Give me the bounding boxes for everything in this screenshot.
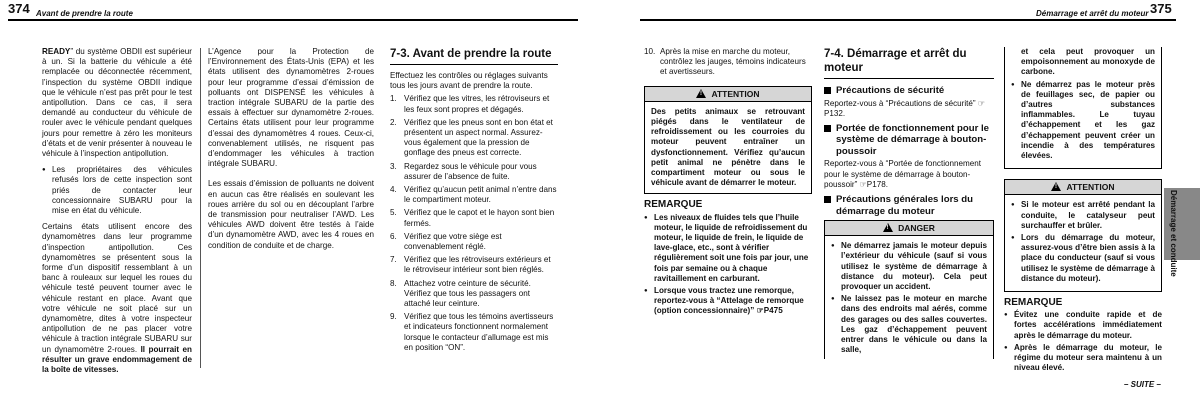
checklist-continued	[644, 47, 812, 78]
list-item	[390, 94, 558, 114]
subsection-push-button-range	[824, 123, 994, 158]
push-button-reference: Reportez-vous à “Portée de fonctionnement pour le système de démarrage à bouton-poussoir” ☞P178.	[824, 159, 982, 189]
list-item	[390, 312, 558, 353]
continued-marker: – SUITE –	[1124, 380, 1161, 389]
attention-header	[1005, 180, 1161, 195]
subsection-safety	[824, 85, 994, 97]
item-number: 6.	[390, 231, 397, 241]
dynamometer-text: Certains états utilisent encore des dynamomètres dans leur programme d’inspection antipollution. Ces dynamomètres se présentent sous la forme d’un dispositif ressemblant à un banc à rouleaux sur lequel les roues du véhicule testé peuvent tourner avec le véhicule restant en place. Avant que votre véhicule ne soit placé sur un dynamomètre, dites à votre inspecteur antipollution de ne pas placer votre véhicule à traction intégrale SUBARU sur un dynamomètre 2-roues.	[42, 222, 192, 354]
item-text: Vérifiez que tous les témoins avertisseurs et indicateurs fonctionnent normalement lorsque le contacteur d’allumage est mis en position “ON”.	[404, 312, 554, 352]
remarque-title: REMARQUE	[644, 199, 703, 211]
running-header-right: Démarrage et arrêt du moteur	[1036, 9, 1149, 18]
item-number: 2.	[390, 117, 397, 127]
item-text: Vérifiez que les vitres, les rétroviseurs et les feux sont propres et dégagés.	[404, 94, 550, 114]
item-number: 3.	[390, 161, 397, 171]
item-number: 5.	[390, 208, 397, 218]
right-column-1	[644, 47, 812, 319]
column-divider	[200, 48, 201, 368]
transmission-warning-text: Il pourrait en résulter un grave endommagement de la boîte de vitesses.	[42, 344, 192, 375]
list-item	[390, 162, 558, 182]
attention-list	[1011, 200, 1155, 284]
obd-paragraph	[42, 47, 192, 159]
remarque-list	[644, 213, 812, 317]
list-item	[390, 185, 558, 205]
list-item: ● Ne démarrez jamais le moteur depuis l’extérieur du véhicule (sauf si vous utilisez le système de démarrage à distance du moteur). Cela peut provoquer un accident.	[831, 241, 987, 292]
danger-list-continued	[1011, 80, 1155, 162]
item-text: Après la mise en marche du moteur, contrôlez les jauges, témoins indicateurs et avertisseurs.	[660, 47, 806, 77]
item-text: Attachez votre ceinture de sécurité. Vérifiez que tous les passagers ont attaché leur ceinture.	[404, 278, 531, 309]
list-item: ● Les propriétaires des véhicules refusés lors de cette inspection sont priés de contacter leur concessionnaire SUBARU pour la mise en état du véhicule.	[42, 165, 192, 216]
danger-label: DANGER	[898, 223, 935, 234]
subsection-title: Précautions générales lors du démarrage du moteur	[836, 194, 974, 217]
awd-test-paragraph: Les essais d’émission de polluants ne doivent en aucun cas être réalisés en soulevant les roues arrière du sol ou en découplant l’arbre de transmission pour neutraliser l’AWD. Les véhicules AWD doivent être testés à l’aide d’un dynamomètre AWD, avec les 4 roues en condition de conduite et de charge.	[208, 179, 374, 250]
list-item	[390, 118, 558, 159]
item-text: Regardez sous le véhicule pour vous assurer de l’absence de fuite.	[404, 161, 537, 181]
danger-continued-text: et cela peut provoquer un empoisonnement au monoxyde de carbone.	[1021, 47, 1155, 77]
attention-body	[1005, 195, 1161, 291]
attention-text: Des petits animaux se retrouvant piégés dans le ventilateur de refroidissement ou les courroies du moteur peuvent entraîner un dysfonctionnement. Vérifiez qu’aucun petit animal ne pénètre dans le compartiment moteur ou sous le véhicule avant de démarrer le moteur.	[651, 106, 805, 188]
safety-reference: Reportez-vous à “Précautions de sécurité” ☞P132.	[824, 98, 986, 118]
warning-triangle-icon	[696, 89, 706, 98]
danger-body	[825, 236, 993, 359]
obd-text: ” du système OBDII est supérieur à un. Si la batterie du véhicule a été remplacée ou déconnectée récemment, l’inspection du système OBDII indique que le véhicule n’est pas prêt pour le test antipollution. Dans ce cas, il sera demandé au conducteur du véhicule de rouler avec le véhicule pendant quelques jours pour remettre à zéro les moniteurs d’états et de venir présenter à nouveau le véhicule à l’inspection antipollution.	[42, 47, 192, 159]
item-text: Vérifiez que les pneus sont en bon état et présentent un aspect normal. Assurez-vous également que la pression de gonflage des pneus est correcte.	[404, 117, 553, 158]
left-column-2	[208, 47, 374, 257]
item-text: Vérifiez que les rétroviseurs extérieurs et le rétroviseur intérieur sont bien réglés.	[404, 255, 551, 275]
attention-header	[645, 87, 811, 102]
list-item: ● Après le démarrage du moteur, le régime du moteur sera maintenu à un niveau élevé.	[1004, 343, 1162, 374]
list-item: ● Si le moteur est arrêté pendant la conduite, le catalyseur peut surchauffer et brûler.	[1011, 200, 1155, 231]
list-item	[390, 208, 558, 228]
ready-term: READY	[42, 47, 71, 56]
checklist-intro: Effectuez les contrôles ou réglages suivants tous les jours avant de prendre la route.	[390, 71, 548, 91]
square-bullet-icon	[824, 196, 831, 203]
section-title-7-3: 7-3. Avant de prendre la route	[390, 47, 558, 65]
section-title-7-4: 7-4. Démarrage et arrêt du moteur	[824, 47, 994, 79]
header-rule-left	[8, 19, 578, 21]
list-item: ● Lors du démarrage du moteur, assurez-vous d’être bien assis à la place du conducteur (sauf si vous utilisez le système de démarrage à distance du moteur).	[1011, 233, 1155, 284]
item-text: Vérifiez que votre siège est convenablement réglé.	[404, 231, 502, 252]
item-number: 8.	[390, 278, 397, 288]
warning-triangle-icon	[883, 223, 893, 232]
item-number: 10.	[644, 47, 656, 56]
list-item: ● Lorsque vous tractez une remorque, reportez-vous à “Attelage de remorque (option concessionnaire)” ☞P475	[644, 286, 812, 317]
remarque-title: REMARQUE	[1004, 297, 1063, 309]
square-bullet-icon	[824, 125, 831, 132]
square-bullet-icon	[824, 87, 831, 94]
item-number: 4.	[390, 185, 397, 195]
header-rule-right	[640, 19, 1176, 21]
danger-list	[831, 241, 987, 355]
refusal-bullet-list	[42, 165, 192, 216]
right-column-2	[824, 47, 994, 359]
list-item	[644, 47, 812, 78]
left-column-3	[390, 47, 558, 356]
attention-label: ATTENTION	[1066, 182, 1115, 193]
list-item	[390, 255, 558, 275]
daily-checklist	[390, 94, 558, 353]
subsection-title: Portée de fonctionnement pour le système de démarrage à bouton-poussoir	[836, 122, 989, 157]
item-number: 9.	[390, 312, 397, 322]
danger-body-continued	[1005, 47, 1161, 168]
danger-header	[825, 221, 993, 236]
remarque-list	[1004, 310, 1162, 373]
subsection-title: Précautions de sécurité	[836, 85, 945, 96]
item-number: 7.	[390, 255, 397, 265]
chapter-side-label-text: Démarrage et conduite	[1169, 190, 1179, 277]
list-item	[390, 279, 558, 310]
right-column-3	[1004, 47, 1162, 375]
attention-box-animals	[644, 86, 812, 195]
attention-label: ATTENTION	[711, 88, 760, 99]
subsection-general-precautions	[824, 194, 994, 217]
item-number: 1.	[390, 94, 397, 104]
chapter-side-label	[1168, 190, 1180, 380]
danger-box	[824, 220, 994, 359]
page-number-left: 374	[8, 1, 30, 16]
list-item: ● Les niveaux de fluides tels que l’huile moteur, le liquide de refroidissement du moteur, le liquide de frein, le liquide de lave-glace, etc., sont à vérifier régulièrement soit une fois par jour, une fois par semaine ou à chaque ravitaillement en carburant.	[644, 213, 812, 284]
epa-paragraph: L’Agence pour la Protection de l’Environnement des États-Unis (EPA) et les états utilisent des dynamomètres 2-roues pour leur programme d’essai d’émission de polluants ont DISPENSÉ les véhicules à traction intégrale SUBARU de la partie des essais à effectuer sur dynamomètre 2-roues. Certains états utilisent pour leur programme d’essai des dynamomètres 4 roues. Ceux-ci, convenablement utilisés, ne risquent pas d’endommager les véhicules à traction intégrale SUBARU.	[208, 47, 374, 169]
item-text: Vérifiez que le capot et le hayon sont bien fermés.	[404, 208, 555, 228]
list-item: ● Ne laissez pas le moteur en marche dans des endroits mal aérés, comme des garages ou des salles couvertes. Les gaz d’échappement peuvent entrer dans le véhicule ou dans la salle,	[831, 294, 987, 355]
warning-triangle-icon	[1051, 182, 1061, 191]
running-header-left: Avant de prendre la route	[36, 9, 133, 18]
list-item: ● Évitez une conduite rapide et de fortes accélérations immédiatement après le démarrage du moteur.	[1004, 310, 1162, 341]
list-item: ● Ne démarrez pas le moteur près de feuillages sec, de papier ou d’autres substances inflammables. Le tuyau d’échappement et les gaz d’échappement peuvent créer un incendie à des températures élevées.	[1011, 80, 1155, 162]
dynamometer-paragraph	[42, 222, 192, 375]
page-number-right: 375	[1150, 1, 1172, 16]
danger-box-continued	[1004, 47, 1162, 169]
left-column-1	[42, 47, 192, 381]
attention-box-start	[1004, 179, 1162, 292]
item-text: Vérifiez qu’aucun petit animal n’entre dans le compartiment moteur.	[404, 185, 557, 205]
list-item	[390, 232, 558, 252]
